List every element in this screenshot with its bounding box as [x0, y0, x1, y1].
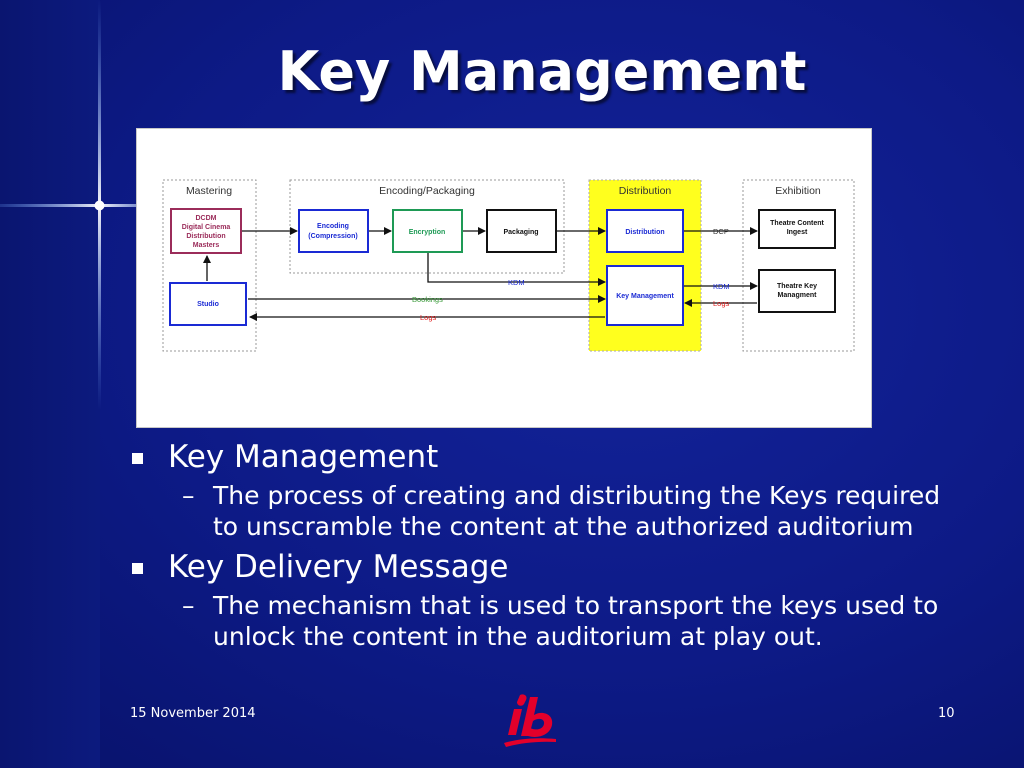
encoding-line-1: Encoding	[317, 223, 349, 230]
theatre-ingest-line-2: Ingest	[786, 229, 808, 236]
bullet-key-delivery-message	[130, 548, 980, 586]
dcdm-line-2: Digital Cinema	[181, 224, 231, 231]
theatre-key-line-1: Theatre Key	[776, 283, 818, 290]
exhibition-group-label: Exhibition	[775, 185, 821, 197]
left-decor-band	[0, 0, 100, 768]
kdm-right-label: KDM	[713, 282, 730, 291]
studio-label: Studio	[197, 301, 219, 308]
slide-title: Key Management	[277, 40, 807, 103]
bullet-text: Key Delivery Message	[168, 549, 509, 585]
exhibition-group	[743, 180, 854, 351]
dash-icon: –	[182, 591, 195, 620]
dcp-label: DCP	[713, 227, 729, 236]
kdm-top-label: KDM	[508, 278, 525, 287]
encoding-group-label: Encoding/Packaging	[379, 185, 475, 197]
theatre-key-node	[759, 270, 835, 312]
theatre-ingest-line-1: Theatre Content	[770, 220, 824, 227]
bullet-square-icon	[132, 563, 143, 574]
theatre-key-line-2: Managment	[777, 292, 817, 299]
distribution-group-label: Distribution	[618, 185, 672, 197]
bullet-list	[130, 436, 980, 658]
sub-bullet-text: The mechanism that is used to transport the keys used to unlock the content in the auditorium at play out.	[213, 591, 939, 651]
mastering-group-label: Mastering	[185, 185, 233, 197]
dcdm-line-1: DCDM	[195, 215, 217, 222]
key-management-node-label: Key Management	[616, 293, 674, 300]
bullet-key-management	[130, 438, 980, 476]
encryption-label: Encryption	[408, 229, 446, 236]
dcdm-line-4: Masters	[192, 242, 220, 249]
page-number: 10	[938, 706, 955, 721]
footer-date: 15 November 2014	[130, 706, 256, 721]
packaging-label: Packaging	[503, 229, 539, 236]
sub-bullet-text: The process of creating and distributing the Keys required to unscramble the content at the authorized auditorium	[213, 481, 941, 541]
dash-icon: –	[182, 481, 195, 510]
distribution-node-label: Distribution	[625, 229, 665, 236]
key-management-diagram	[136, 128, 872, 428]
dcdm-line-3: Distribution	[186, 233, 226, 240]
logs-right-label: Logs	[713, 299, 730, 308]
encoding-node	[299, 210, 368, 252]
sub-bullet-key-management	[130, 480, 980, 542]
sub-bullet-key-delivery-message	[130, 590, 980, 652]
bullet-square-icon	[132, 453, 143, 464]
encoding-line-2: (Compression)	[308, 233, 358, 240]
logs-bottom-label: Logs	[420, 313, 437, 322]
bullet-text: Key Management	[168, 439, 439, 475]
ibc-logo	[500, 693, 558, 749]
bookings-label: Bookings	[412, 295, 443, 304]
